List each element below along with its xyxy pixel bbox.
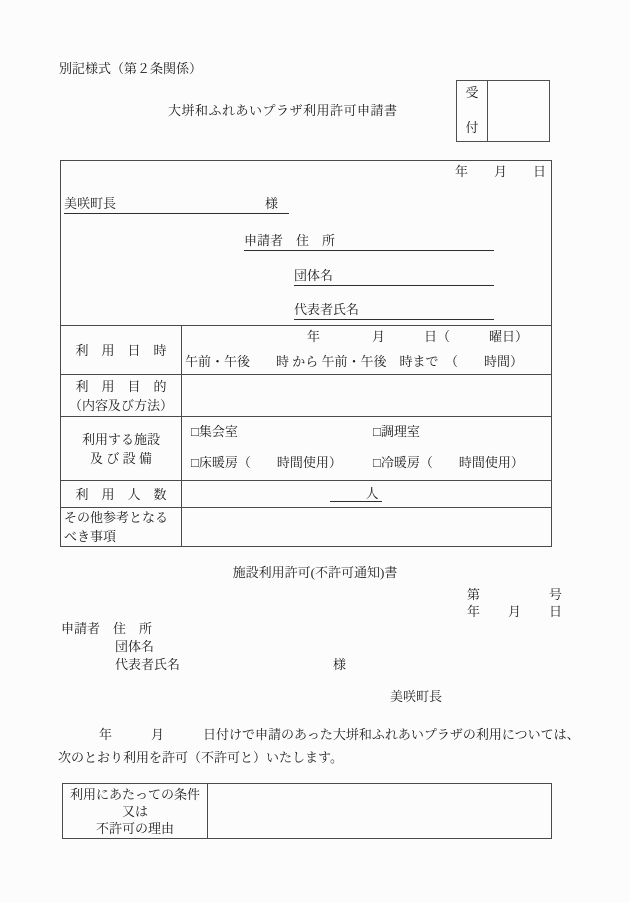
- addressee-label: 美咲町長: [64, 196, 117, 211]
- notice-title: 施設利用許可(不許可通知)書: [232, 565, 398, 580]
- addressee-field: [64, 196, 289, 214]
- facilities-options-row2: [191, 455, 524, 471]
- receipt-stamp-blank-cell: [488, 81, 549, 141]
- conditions-table: [62, 783, 552, 839]
- application-table: [60, 160, 552, 547]
- notice-honorific: 様: [333, 657, 347, 672]
- table-row-attendance: [61, 480, 551, 507]
- facility-option-floor-heating: [191, 455, 373, 471]
- representative-name-field: [294, 302, 494, 320]
- facility-option-label: 床暖房（ 時間使用）: [198, 455, 342, 470]
- use-purpose-label: [61, 375, 182, 416]
- attendance-label: 利 用 人 数: [61, 481, 182, 507]
- table-row-facilities: [61, 416, 551, 480]
- use-datetime-cell: [182, 326, 551, 374]
- use-purpose-blank-cell: [182, 375, 551, 416]
- table-row-use-datetime: [61, 325, 551, 374]
- facilities-options-row1: [191, 424, 420, 440]
- group-name-field: [294, 268, 494, 286]
- receipt-stamp-char-top: 受: [465, 85, 479, 100]
- facility-option-meeting-room: [191, 424, 373, 440]
- doc-number-suffix: 号: [548, 587, 562, 602]
- applicant-address-label: 申請者 住 所: [244, 233, 336, 248]
- conditions-label-line2: 又は: [121, 804, 148, 819]
- use-date-blank: 年 月 日（ 曜日）: [307, 329, 529, 344]
- table-row-remarks: [61, 507, 551, 546]
- checkbox-icon: □: [373, 455, 381, 470]
- notice-date-month: 月: [507, 604, 521, 619]
- conditions-label-line1: 利用にあたっての条件: [69, 787, 200, 802]
- facilities-options-cell: [182, 417, 551, 480]
- addressee-honorific: 様: [264, 196, 278, 211]
- application-header-section: [61, 161, 551, 325]
- application-date-blank: 年 月 日: [454, 164, 546, 179]
- facility-option-air-conditioning: [373, 455, 524, 470]
- notice-date-year: 年: [467, 604, 481, 619]
- applicant-address-field: [244, 233, 494, 251]
- page-title: 大垪和ふれあいプラザ利用許可申請書: [168, 103, 398, 118]
- form-reference-label: 別記様式（第２条関係）: [59, 61, 203, 76]
- notice-issuer-mayor: 美咲町長: [390, 689, 443, 704]
- attendance-count-blank: 人: [330, 486, 382, 502]
- use-time-blank: 午前・午後 時 から 午前・午後 時まで （ 時間）: [185, 354, 524, 369]
- notice-document-number-blank: [467, 587, 562, 603]
- doc-number-prefix: 第: [467, 587, 481, 602]
- remarks-blank-cell: [182, 508, 551, 546]
- notice-date-blank: [467, 604, 562, 620]
- conditions-label-line3: 不許可の理由: [95, 821, 174, 836]
- notice-body-line2: 次のとおり利用を許可（不許可と）いたします。: [58, 750, 343, 765]
- receipt-stamp-label-column: [457, 81, 488, 141]
- checkbox-icon: □: [191, 455, 199, 470]
- representative-name-label: 代表者氏名: [294, 302, 360, 317]
- notice-representative-label: 代表者氏名: [115, 657, 181, 672]
- notice-applicant-address-label: 申請者 住 所: [61, 621, 153, 636]
- notice-body-line1: 年 月 日付けで申請のあった大垪和ふれあいプラザの利用については、: [60, 727, 580, 742]
- remarks-label-line1: その他参考となる: [64, 510, 169, 525]
- remarks-label: [61, 508, 182, 546]
- facility-option-label: 集会室: [198, 424, 238, 439]
- use-purpose-label-line2: （内容及び方法）: [68, 397, 173, 413]
- attendance-cell: [182, 481, 551, 507]
- notice-group-name-label: 団体名: [115, 639, 155, 654]
- table-row-use-purpose: [61, 374, 551, 416]
- conditions-blank-cell: [208, 784, 551, 838]
- use-purpose-label-line1: 利 用 目 的: [75, 378, 167, 394]
- group-name-label: 団体名: [294, 268, 334, 283]
- conditions-label: [63, 784, 208, 838]
- facilities-label: [61, 417, 182, 480]
- receipt-stamp-box: [456, 80, 550, 142]
- notice-date-day: 日: [548, 604, 562, 619]
- facility-option-label: 冷暖房（ 時間使用）: [380, 455, 524, 470]
- facilities-label-line1: 利用する施設: [81, 431, 160, 447]
- facility-option-label: 調理室: [380, 424, 420, 439]
- checkbox-icon: □: [191, 424, 199, 439]
- remarks-label-line2: べき事項: [64, 529, 117, 544]
- facility-option-cooking-room: [373, 424, 420, 439]
- checkbox-icon: □: [373, 424, 381, 439]
- facilities-label-line2: 及 び 設 備: [90, 450, 152, 466]
- receipt-stamp-char-bottom: 付: [465, 120, 479, 135]
- use-datetime-label: 利 用 日 時: [61, 326, 182, 374]
